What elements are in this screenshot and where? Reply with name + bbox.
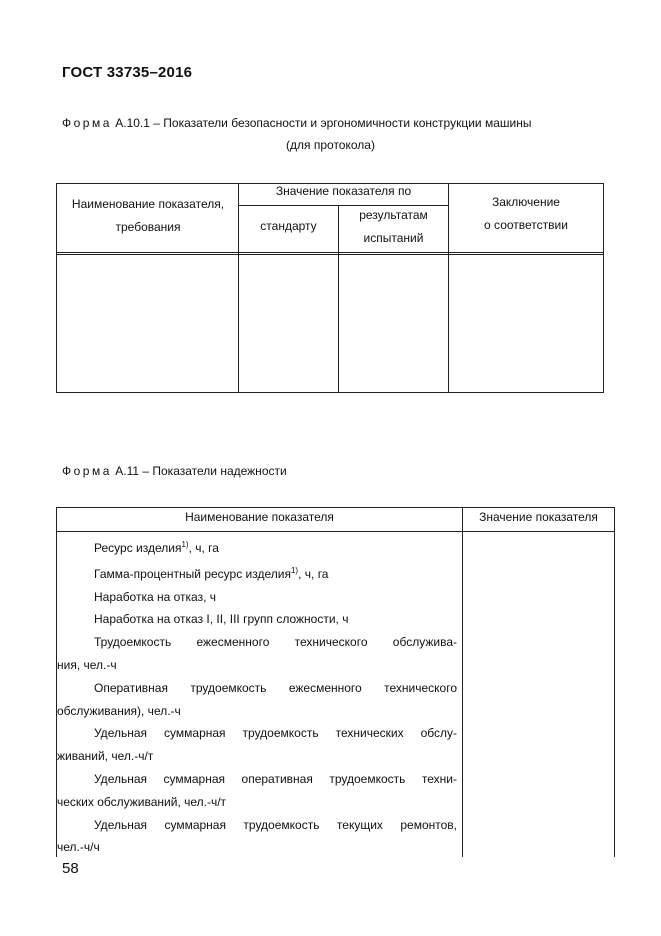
col-value-header: Значение показателя [479, 510, 598, 524]
table-row: Гамма-процентный ресурс изделия$^{1)}$, ч, га [94, 565, 329, 581]
form-title: А.10.1 – Показатели безопасности и эргономичности конструкции машины [111, 116, 532, 130]
form-a10-1-subcaption: (для протокола) [286, 138, 375, 152]
table-row: Наработка на отказ, ч [94, 589, 217, 604]
reliability-table [56, 507, 615, 857]
table-row: Наработка на отказ I, II, III групп сложности, ч [94, 612, 349, 627]
col-standard-header: стандарту [260, 219, 317, 233]
table-row: Ресурс изделия$^{1)}$, ч, га [94, 540, 219, 555]
indicator-list [57, 534, 457, 859]
col-value-group-header: Значение показателя по [275, 184, 412, 198]
safety-ergonomics-table [56, 183, 604, 393]
document-header: ГОСТ 33735–2016 [62, 64, 193, 81]
page-number: 58 [62, 860, 79, 877]
table-row: Оперативная трудоемкость ежесменного технического обслуживания), чел.-ч [57, 680, 457, 718]
form-title: А.11 – Показатели надежности [111, 464, 287, 478]
table-row: Трудоемкость ежесменного технического обслужива- ния, чел.-ч [57, 635, 457, 672]
col-conclusion-header: Заключение о соответствии [484, 195, 568, 232]
form-a10-1-caption [62, 116, 531, 130]
form-a11-caption [62, 464, 287, 478]
col-results-header: результатам испытаний [359, 208, 428, 245]
table-row: Удельная суммарная трудоемкость технических обслу- живаний, чел.-ч/т [57, 726, 457, 764]
table-row: Удельная суммарная оперативная трудоемкость техни- ческих обслуживаний, чел.-ч/т [57, 771, 457, 809]
form-label: Форма [62, 464, 112, 478]
col-name-header: Наименование показателя [185, 510, 334, 524]
col-indicator-header: Наименование показателя, требования [71, 197, 225, 234]
table-row: Удельная суммарная трудоемкость текущих ремонтов, чел.-ч/ч [57, 817, 457, 855]
form-label: Форма [62, 116, 112, 130]
